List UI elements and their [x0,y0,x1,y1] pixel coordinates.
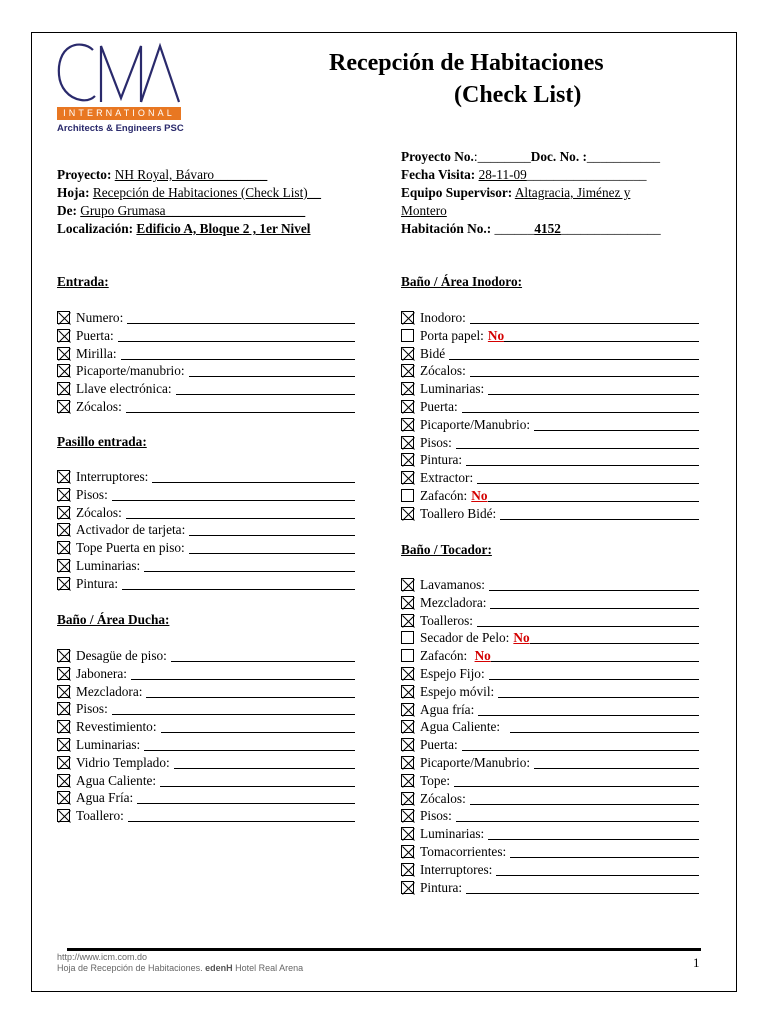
fill-in-line[interactable] [488,394,699,395]
fill-in-line[interactable] [477,483,699,484]
fill-in-line[interactable] [456,448,699,449]
fill-in-line[interactable] [112,714,355,715]
checked-box-icon[interactable] [57,488,70,501]
fill-in-line[interactable] [127,323,355,324]
info-label: Proyecto No. [401,149,474,164]
fill-in-line[interactable] [112,500,355,501]
fill-in-line[interactable] [456,821,699,822]
section-entrada-title: Entrada: [57,274,109,289]
info-label: De: [57,203,77,218]
info-label: Habitación No.: [401,221,492,236]
checklist-item-label: Toallero: [76,808,124,824]
fill-in-line[interactable] [488,839,699,840]
checklist-item-label: Bidé [420,345,446,361]
checked-box-icon[interactable] [57,347,70,360]
checklist-item-label: Tomacorrientes: [420,843,507,859]
fill-in-line[interactable] [174,768,355,769]
info-fecha [401,166,661,184]
fill-in-line[interactable] [152,482,355,483]
checked-box-icon[interactable] [401,720,414,733]
footer-text-post: Hotel Real Arena [232,963,304,973]
checked-box-icon[interactable] [57,667,70,680]
info-left [57,166,321,238]
checked-box-icon[interactable] [401,827,414,840]
checklist-item-label: Tope Puerta en piso: [76,540,185,556]
fill-in-line[interactable] [462,412,699,413]
footer-text [57,963,303,973]
checklist-item-label: Pintura: [76,575,119,591]
fill-in-line[interactable] [500,519,699,520]
checked-box-icon[interactable] [57,720,70,733]
fill-in-line[interactable] [137,803,355,804]
checked-box-icon[interactable] [401,756,414,769]
checked-box-icon[interactable] [57,382,70,395]
checked-box-icon[interactable] [57,329,70,342]
info-blank: __________________ [526,167,647,182]
fill-in-line[interactable] [478,715,699,716]
checked-box-icon[interactable] [401,471,414,484]
checked-box-icon[interactable] [401,400,414,413]
checked-box-icon[interactable] [57,738,70,751]
page-title: Recepción de Habitaciones [329,50,604,76]
checklist-item-label: Puerta: [76,327,114,343]
info-value: ___________ [586,149,661,164]
checklist-item-label: Agua fría: [420,701,475,717]
fill-in-line[interactable] [449,359,699,360]
fill-in-line[interactable] [491,661,699,662]
section-inodoro-title: Baño / Área Inodoro: [401,274,523,289]
fill-in-line[interactable] [161,732,355,733]
fill-in-line[interactable] [504,341,699,342]
page-number: 1 [693,955,700,970]
checked-box-icon[interactable] [401,311,414,324]
info-blank: ______ [491,221,535,236]
checklist-item-label: Zócalos: [420,363,466,379]
checklist-item-label: Toalleros: [420,612,473,628]
info-label: Fecha Visita: [401,167,476,182]
info-proyecto-no [401,148,661,166]
info-label: Proyecto: [57,167,112,182]
checked-box-icon[interactable] [57,702,70,715]
checked-box-icon[interactable] [57,400,70,413]
checked-box-icon[interactable] [57,523,70,536]
cma-logo [57,42,187,142]
fill-in-line[interactable] [470,376,699,377]
info-value: 28-11-09 [478,167,527,182]
fill-in-line[interactable] [490,608,699,609]
fill-in-line[interactable] [496,875,699,876]
checked-box-icon[interactable] [57,506,70,519]
info-value: Altagracia, Jiménez y [514,185,631,200]
checked-box-icon[interactable] [401,453,414,466]
fill-in-line[interactable] [466,893,699,894]
fill-in-line[interactable] [146,697,355,698]
checklist-item-label: Toallero Bidé: [420,505,497,521]
fill-in-line[interactable] [126,518,355,519]
checklist-item-label: Espejo móvil: [420,683,495,699]
checked-box-icon[interactable] [401,863,414,876]
checked-box-icon[interactable] [57,685,70,698]
info-equipo [401,184,661,202]
checklist-item-label: Zócalos: [76,398,122,414]
unchecked-box-icon[interactable] [401,631,414,644]
checked-box-icon[interactable] [401,614,414,627]
fill-in-line[interactable] [498,697,699,698]
checklist-item-label: Picaporte/Manubrio: [420,416,531,432]
checked-box-icon[interactable] [57,364,70,377]
checked-box-icon[interactable] [57,809,70,822]
fill-in-line[interactable] [189,535,355,536]
checklist-item-label: Mezcladora: [76,683,143,699]
checklist-item-label: Llave electrónica: [76,381,172,397]
checklist-item-label: Luminarias: [420,826,485,842]
checklist-item-label: Pisos: [76,486,108,502]
fill-in-line[interactable] [488,501,699,502]
checked-box-icon[interactable] [57,649,70,662]
checked-box-icon[interactable] [401,418,414,431]
checklist-item-label: Pintura: [420,879,463,895]
checklist-item-label: Zócalos: [420,790,466,806]
info-label: Doc. No. : [530,149,587,164]
checklist-item-label: Porta papel: [420,327,484,343]
info-value: Recepción de Habitaciones (Check List)__ [92,185,322,200]
info-localizacion [57,220,321,238]
fill-in-line[interactable] [470,323,699,324]
checked-box-icon[interactable] [401,578,414,591]
info-label: Hoja: [57,185,90,200]
checklist-item-label: Zócalos: [76,504,122,520]
checked-box-icon[interactable] [401,382,414,395]
checked-box-icon[interactable] [401,364,414,377]
fill-in-line[interactable] [189,553,355,554]
checklist-item-label: Inodoro: [420,310,466,325]
checklist-item-label: Interruptores: [420,861,493,877]
unchecked-box-icon[interactable] [401,329,414,342]
checked-box-icon[interactable] [401,792,414,805]
checked-box-icon[interactable] [57,470,70,483]
checklist-item-label: Luminarias: [420,381,485,397]
unchecked-box-icon[interactable] [401,649,414,662]
info-hoja [57,184,321,202]
info-value: 4152 [534,221,561,236]
logo-band: INTERNATIONAL [57,107,181,120]
checklist-item-label: Extractor: [420,470,474,486]
cma-letters-graphic [57,42,183,104]
fill-in-line[interactable] [510,732,699,733]
fill-in-line[interactable] [131,679,355,680]
checklist-item-value: No [471,487,488,503]
fill-in-line[interactable] [189,376,355,377]
fill-in-line[interactable] [510,857,699,858]
fill-in-line[interactable] [121,359,355,360]
checked-box-icon[interactable] [401,774,414,787]
checklist-item-label: Pisos: [420,808,452,824]
checklist-item-label: Agua Caliente: [420,719,501,735]
section-pasillo-title: Pasillo entrada: [57,434,147,449]
info-right [401,148,661,238]
checklist-item-value: No [513,630,530,646]
checklist-item-label: Interruptores: [76,469,149,484]
checked-box-icon[interactable] [401,667,414,680]
info-value: Edificio A, Bloque 2 , 1er Nivel [136,221,311,236]
checklist-item-label: Vidrio Templado: [76,754,170,770]
checklist-item-label: Zafacón: [420,648,468,664]
fill-in-line[interactable] [470,804,699,805]
section-tocador-title: Baño / Tocador: [401,542,492,557]
checklist-item-label: Desagüe de piso: [76,648,167,663]
checklist-item-label: Agua Fría: [76,790,134,806]
unchecked-box-icon[interactable] [401,489,414,502]
fill-in-line[interactable] [171,661,355,662]
checklist-item-label: Agua Caliente: [76,772,157,788]
footer-rule [67,948,701,951]
checklist-item-label: Espejo Fijo: [420,665,485,681]
info-value: NH Royal, Bávaro________ [114,167,268,182]
fill-in-line[interactable] [534,430,699,431]
checklist-item-value: No [487,327,505,343]
checklist-item-label: Puerta: [420,398,458,414]
info-value: Grupo Grumasa_____________________ [80,203,306,218]
section-ducha-title: Baño / Área Ducha: [57,612,170,627]
checked-box-icon[interactable] [57,559,70,572]
checklist-item-label: Numero: [76,310,124,325]
fill-in-line[interactable] [489,679,699,680]
checklist-item-label: Luminarias: [76,557,141,573]
checked-box-icon[interactable] [401,596,414,609]
page-subtitle: (Check List) [454,82,582,108]
logo-subtitle: Architects & Engineers PSC [57,123,184,134]
checklist-item-label: Activador de tarjeta: [76,522,186,538]
checklist-item-label: Picaporte/Manubrio: [420,754,531,770]
checked-box-icon[interactable] [401,436,414,449]
checklist-item-label: Secador de Pelo: [420,630,510,646]
info-habitacion [401,220,661,238]
fill-in-line[interactable] [126,412,355,413]
checked-box-icon[interactable] [57,756,70,769]
info-equipo-cont [401,202,661,220]
checklist-item-label: Puerta: [420,737,458,753]
fill-in-line[interactable] [144,750,355,751]
fill-in-line[interactable] [454,786,699,787]
info-label: Localización: [57,221,134,236]
checked-box-icon[interactable] [57,577,70,590]
info-proyecto [57,166,321,184]
fill-in-line[interactable] [160,786,355,787]
checked-box-icon[interactable] [401,881,414,894]
checked-box-icon[interactable] [401,738,414,751]
checked-box-icon[interactable] [401,685,414,698]
checklist-item-label: Lavamanos: [420,577,485,592]
fill-in-line[interactable] [122,589,355,590]
info-de [57,202,321,220]
info-label: Equipo Supervisor: [401,185,513,200]
checklist-item-label: Pintura: [420,452,463,468]
fill-in-line[interactable] [534,768,699,769]
checklist-item-label: Revestimiento: [76,719,157,735]
checked-box-icon[interactable] [401,347,414,360]
footer-text-pre: Hoja de Recepción de Habitaciones. [57,963,206,973]
checklist-item-label: Tope: [420,772,451,788]
checked-box-icon[interactable] [57,791,70,804]
checked-box-icon[interactable] [401,507,414,520]
fill-in-line[interactable] [128,821,355,822]
fill-in-line[interactable] [530,643,699,644]
checked-box-icon[interactable] [57,774,70,787]
checklist-item-label: Jabonera: [76,665,127,681]
info-blank: _______________ [560,221,661,236]
checked-box-icon[interactable] [57,311,70,324]
checklist-item-label: Zafacón: [420,487,468,503]
fill-in-line[interactable] [462,750,699,751]
checklist-item-label: Picaporte/manubrio: [76,363,185,379]
fill-in-line[interactable] [477,626,699,627]
fill-in-line[interactable] [489,590,699,591]
checked-box-icon[interactable] [401,703,414,716]
footer-url[interactable]: http://www.icm.com.do [57,952,148,962]
checklist-item-label: Pisos: [420,434,452,450]
fill-in-line[interactable] [118,341,355,342]
checked-box-icon[interactable] [401,845,414,858]
checklist-item-label: Luminarias: [76,736,141,752]
checked-box-icon[interactable] [401,809,414,822]
checklist-item-label: Pisos: [76,701,108,717]
fill-in-line[interactable] [144,571,355,572]
fill-in-line[interactable] [466,465,699,466]
checklist-item-label: Mirilla: [76,345,117,361]
checklist-item-label: Mezcladora: [420,594,487,610]
footer-brand: edenH [205,963,233,973]
checked-box-icon[interactable] [57,541,70,554]
info-value: :________ [473,149,531,164]
info-value: Montero [401,203,447,218]
fill-in-line[interactable] [176,394,355,395]
checklist-item-value: No [474,648,491,664]
